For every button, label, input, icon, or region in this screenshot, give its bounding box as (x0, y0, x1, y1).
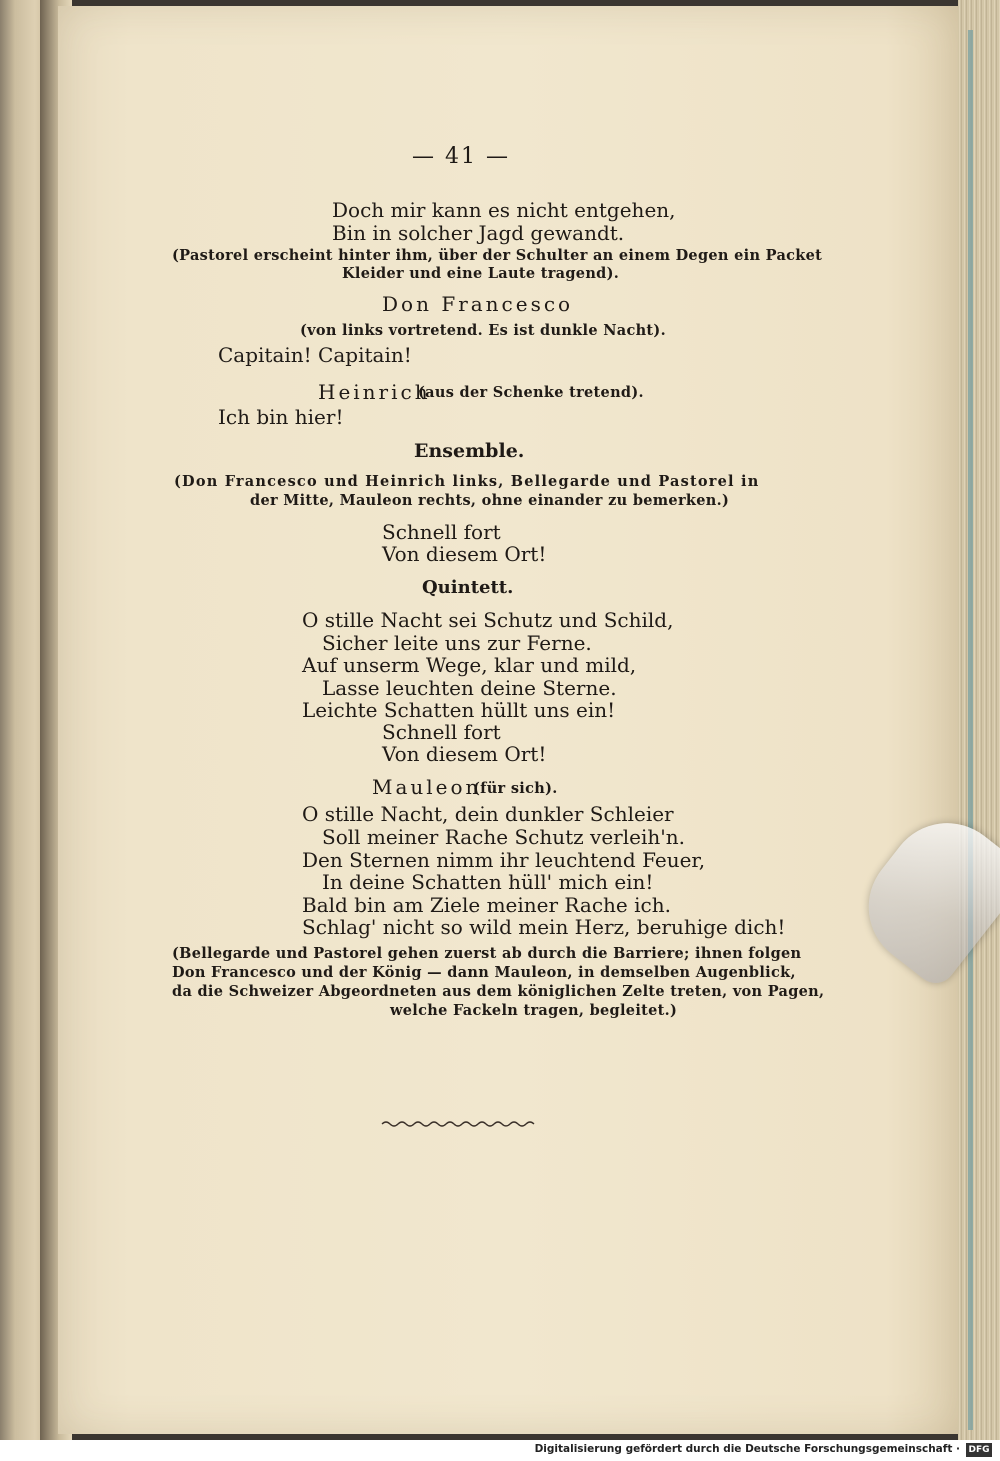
stage-direction: (Don Francesco und Heinrich links, Bellegarde und Pastorel in (174, 473, 760, 490)
verse-line: Von diesem Ort! (382, 742, 547, 766)
stage-direction: Kleider und eine Laute tragend). (342, 265, 620, 282)
page-stack-edges (958, 0, 1000, 1440)
verse-line: O stille Nacht, dein dunkler Schleier (302, 802, 674, 826)
verse-line: Ich bin hier! (218, 405, 344, 429)
footer-credit: Digitalisierung gefördert durch die Deutsche Forschungsgemeinschaft · (534, 1443, 960, 1455)
footer-bar (0, 1440, 1000, 1461)
section-heading: Quintett. (422, 577, 514, 598)
stage-direction: (Bellegarde und Pastorel gehen zuerst ab durch die Barriere; ihnen folgen (172, 945, 802, 962)
stage-direction: da die Schweizer Abgeordneten aus dem königlichen Zelte treten, von Pagen, (172, 983, 825, 1000)
verse-line: Bin in solcher Jagd gewandt. (332, 221, 625, 245)
verse-line: Von diesem Ort! (382, 542, 547, 566)
verse-line: Schnell fort (382, 720, 501, 744)
speaker-name: Heinrich (318, 380, 431, 404)
stage-direction: der Mitte, Mauleon rechts, ohne einander zu bemerken.) (250, 492, 730, 509)
verse-line: Sicher leite uns zur Ferne. (322, 631, 592, 655)
verse-line: Den Sternen nimm ihr leuchtend Feuer, (302, 848, 706, 872)
speaker-name: Mauleon (372, 775, 482, 799)
stage-direction: (Pastorel erscheint hinter ihm, über der Schulter an einem Degen ein Packet (172, 247, 823, 264)
verse-line: O stille Nacht sei Schutz und Schild, (302, 608, 674, 632)
verse-line: Doch mir kann es nicht entgehen, (332, 198, 676, 222)
stage-direction: (für sich). (473, 780, 558, 797)
verse-line: Soll meiner Rache Schutz verleih'n. (322, 825, 685, 849)
verse-line: Capitain! Capitain! (218, 343, 412, 367)
verse-line: Bald bin am Ziele meiner Rache ich. (302, 893, 671, 917)
dfg-logo: DFG (966, 1443, 992, 1457)
verse-line: Schlag' nicht so wild mein Herz, beruhige dich! (302, 915, 786, 939)
stage-direction: Don Francesco und der König — dann Mauleon, in demselben Augenblick, (172, 964, 796, 981)
section-heading: Ensemble. (414, 440, 525, 462)
page-edge-stripe (968, 30, 973, 1430)
stage-direction: (von links vortretend. Es ist dunkle Nacht). (300, 322, 666, 339)
verse-line: Leichte Schatten hüllt uns ein! (302, 698, 616, 722)
end-ornament-rule (380, 1118, 540, 1130)
verse-line: Auf unserm Wege, klar und mild, (302, 653, 637, 677)
stage-direction: (aus der Schenke tretend). (418, 384, 644, 401)
page-number: — 41 — (412, 144, 510, 169)
verse-line: Schnell fort (382, 520, 501, 544)
verse-line: In deine Schatten hüll' mich ein! (322, 870, 654, 894)
speaker-name: Don Francesco (382, 292, 574, 316)
verse-line: Lasse leuchten deine Sterne. (322, 676, 617, 700)
stage-direction: welche Fackeln tragen, begleitet.) (390, 1002, 678, 1019)
